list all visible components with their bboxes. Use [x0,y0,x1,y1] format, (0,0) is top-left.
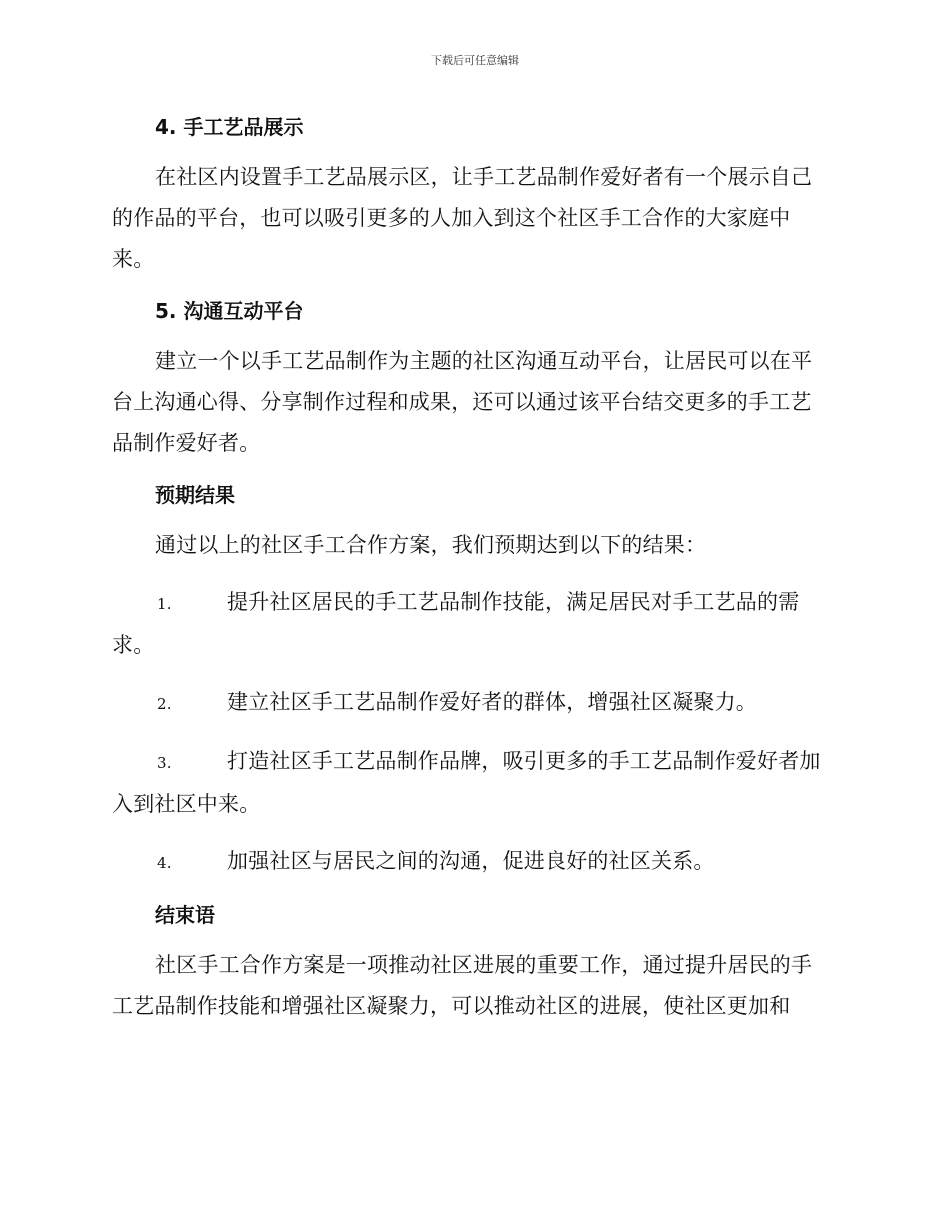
section-heading-closing: 结束语 [155,903,215,927]
list-item-number: 4. [157,854,172,872]
list-item-text: 提升社区居民的手工艺品制作技能，满足居民对手工艺品的需求。 [112,590,800,657]
document-body [112,112,832,1027]
list-item [112,741,832,825]
list-item-text: 打造社区手工艺品制作品牌，吸引更多的手工艺品制作爱好者加入到社区中来。 [112,749,821,816]
paragraph-platform: 建立一个以手工艺品制作为主题的社区沟通互动平台，让居民可以在平台上沟通心得、分享制作过程和成果，还可以通过该平台结交更多的手工艺品制作爱好者。 [112,349,813,455]
section-heading-expected-results: 预期结果 [155,483,235,507]
list-item-number: 3. [157,754,172,772]
list-item [112,682,832,725]
paragraph-expected-intro: 通过以上的社区手工合作方案，我们预期达到以下的结果： [155,533,707,557]
list-item-number: 2. [157,695,172,713]
list-item-text: 建立社区手工艺品制作爱好者的群体，增强社区凝聚力。 [227,690,757,714]
section-heading-platform: 5. 沟通互动平台 [155,299,304,323]
list-item [112,841,832,884]
paragraph-showcase: 在社区内设置手工艺品展示区，让手工艺品制作爱好者有一个展示自己的作品的平台，也可以吸引更多的人加入到这个社区手工合作的大家庭中来。 [112,165,813,271]
list-item-text: 加强社区与居民之间的沟通，促进良好的社区关系。 [227,849,715,873]
paragraph-closing: 社区手工合作方案是一项推动社区进展的重要工作，通过提升居民的手工艺品制作技能和增强社区凝聚力，可以推动社区的进展，使社区更加和 [112,953,813,1018]
list-item-number: 1. [157,595,172,613]
section-heading-showcase: 4. 手工艺品展示 [155,115,304,139]
header-note: 下载后可任意编辑 [431,54,519,67]
list-item [112,582,832,666]
